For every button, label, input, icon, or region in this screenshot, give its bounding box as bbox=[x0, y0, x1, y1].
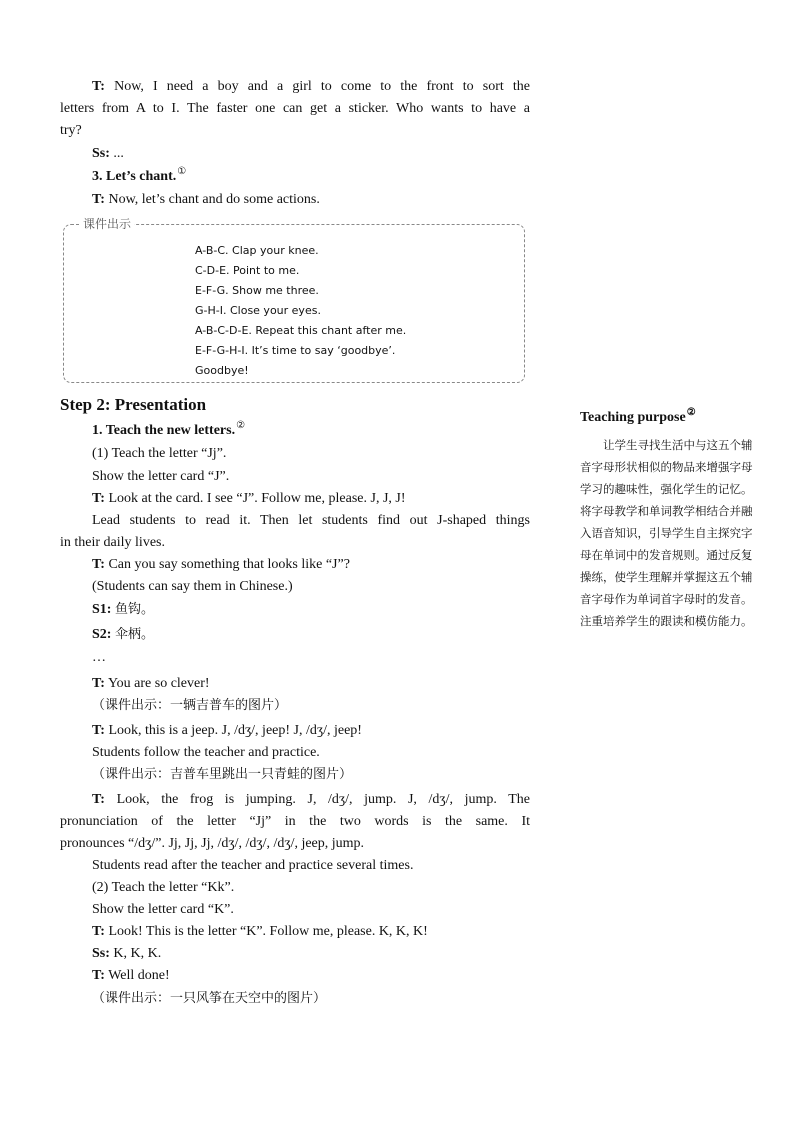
paragraph-line: Students read after the teacher and practice several times. bbox=[92, 858, 414, 873]
footnote-marker: ① bbox=[177, 166, 187, 178]
dialogue-text: You are so clever! bbox=[107, 676, 210, 691]
courseware-note: （课件出示：一辆吉普车的图片） bbox=[92, 698, 288, 713]
paragraph-line: (Students can say them in Chinese.) bbox=[92, 579, 293, 594]
paragraph-line: letters from A to I. The faster one can get a sticker. Who wants to have a bbox=[60, 101, 530, 116]
chant-line: A-B-C. Clap your knee. bbox=[195, 244, 319, 257]
speaker-label: Ss: bbox=[92, 146, 110, 161]
speaker-label: Ss: bbox=[92, 946, 110, 961]
paragraph-line: pronounces “/dʒ/”. Jj, Jj, Jj, /dʒ/, /dʒ/, /dʒ/, jeep, jump. bbox=[60, 836, 365, 851]
speaker-label: T: bbox=[92, 676, 105, 691]
courseware-note: （课件出示：一只风筝在天空中的图片） bbox=[92, 991, 327, 1006]
courseware-label: 课件出示 bbox=[80, 215, 134, 232]
speaker-label: S2: bbox=[92, 627, 112, 642]
teacher-line bbox=[92, 720, 530, 742]
title-text: Teaching purpose bbox=[580, 410, 686, 425]
speaker-label: T: bbox=[92, 557, 105, 572]
paragraph-line: Students follow the teacher and practice. bbox=[92, 745, 320, 760]
paragraph-line: pronunciation of the letter “Jj” in the two words is the same. It bbox=[60, 814, 530, 829]
dialogue-text: 鱼钩。 bbox=[114, 602, 154, 617]
speaker-label: T: bbox=[92, 79, 105, 94]
student-line bbox=[92, 624, 530, 646]
dialogue-text: 伞柄。 bbox=[114, 627, 154, 642]
teacher-line bbox=[92, 554, 530, 576]
chant-line: C-D-E. Point to me. bbox=[195, 264, 300, 277]
teacher-line bbox=[92, 488, 530, 510]
footnote-marker: ② bbox=[236, 420, 246, 432]
dialogue-text: Look, the frog is jumping. J, /dʒ/, jump. J, /dʒ/, jump. The bbox=[116, 792, 530, 807]
chant-heading bbox=[92, 166, 530, 188]
teaching-purpose-title bbox=[580, 407, 696, 426]
speaker-label: T: bbox=[92, 723, 105, 738]
ellipsis: … bbox=[92, 650, 106, 665]
speaker-label: T: bbox=[92, 924, 105, 939]
dialogue-text: Look! This is the letter “K”. Follow me, please. K, K, K! bbox=[108, 924, 428, 939]
paragraph-line: (2) Teach the letter “Kk”. bbox=[92, 880, 235, 895]
teacher-line bbox=[92, 965, 530, 987]
speaker-label: T: bbox=[92, 792, 105, 807]
paragraph-line: in their daily lives. bbox=[60, 535, 165, 550]
chant-line: Goodbye! bbox=[195, 364, 249, 377]
paragraph-line: try? bbox=[60, 123, 82, 138]
students-line bbox=[92, 143, 530, 165]
dialogue-text: K, K, K. bbox=[113, 946, 162, 961]
dialogue-text: Well done! bbox=[108, 968, 170, 983]
speaker-label: T: bbox=[92, 491, 105, 506]
speaker-label: T: bbox=[92, 192, 105, 207]
sub-heading bbox=[92, 420, 530, 442]
chant-line: E-F-G-H-I. It’s time to say ‘goodbye’. bbox=[195, 344, 396, 357]
dialogue-text: Now, I need a boy and a girl to come to the front to sort the bbox=[114, 79, 530, 94]
heading-text: 1. Teach the new letters. bbox=[92, 423, 236, 438]
teaching-purpose-text: 让学生寻找生活中与这五个辅音字母形状相似的物品来增强字母学习的趣味性，强化学生的记忆。将字母教学和单词教学相结合并融入语音知识，引导学生自主探究字母在单词中的发音规则。通过反复操练，使学生理解并掌握这五个辅音字母作为单词首字母时的发音。注重培养学生的跟读和模仿能力。 bbox=[580, 438, 753, 628]
students-line bbox=[92, 943, 530, 965]
dialogue-text: ... bbox=[113, 146, 124, 161]
teacher-line bbox=[92, 189, 530, 211]
paragraph-line: Show the letter card “J”. bbox=[92, 469, 230, 484]
paragraph-line: Lead students to read it. Then let students find out J-shaped things bbox=[92, 513, 530, 528]
student-line bbox=[92, 599, 530, 621]
dialogue-text: Can you say something that looks like “J”? bbox=[108, 557, 350, 572]
chant-line: A-B-C-D-E. Repeat this chant after me. bbox=[195, 324, 407, 337]
dialogue-text: Look at the card. I see “J”. Follow me, please. J, J, J! bbox=[108, 491, 406, 506]
dialogue-text: Now, let’s chant and do some actions. bbox=[108, 192, 320, 207]
teacher-line bbox=[92, 921, 530, 943]
teacher-line bbox=[92, 76, 530, 98]
courseware-note: （课件出示：吉普车里跳出一只青蛙的图片） bbox=[92, 767, 353, 782]
speaker-label: S1: bbox=[92, 602, 112, 617]
paragraph-line: Show the letter card “K”. bbox=[92, 902, 234, 917]
chant-line: E-F-G. Show me three. bbox=[195, 284, 319, 297]
teacher-line bbox=[92, 789, 530, 811]
dialogue-text: Look, this is a jeep. J, /dʒ/, jeep! J, /dʒ/, jeep! bbox=[108, 723, 362, 738]
teacher-line bbox=[92, 673, 530, 695]
speaker-label: T: bbox=[92, 968, 105, 983]
heading-text: 3. Let’s chant. bbox=[92, 169, 177, 184]
chant-line: G-H-I. Close your eyes. bbox=[195, 304, 321, 317]
section-heading: Step 2: Presentation bbox=[60, 395, 207, 414]
paragraph-line: (1) Teach the letter “Jj”. bbox=[92, 446, 227, 461]
footnote-marker: ② bbox=[686, 407, 696, 419]
